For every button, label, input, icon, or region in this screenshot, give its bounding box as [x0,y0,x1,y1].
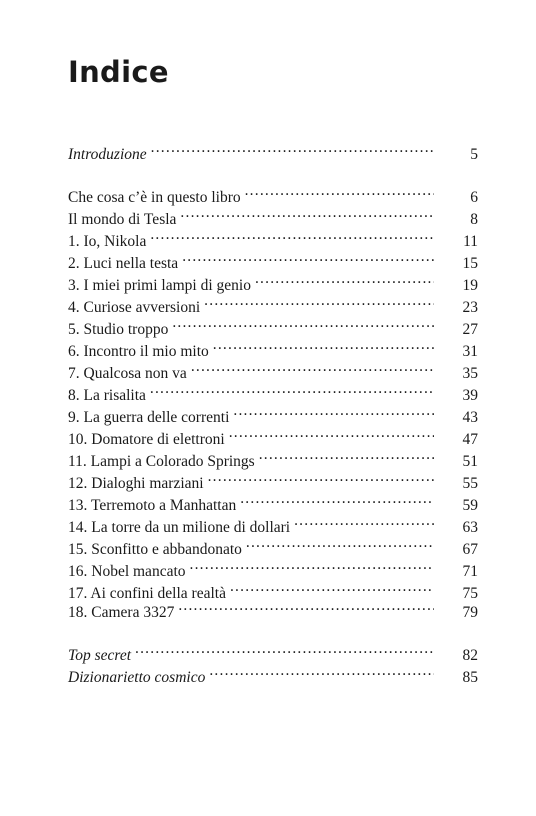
toc-entry-page: 63 [462,519,478,536]
toc-entry [68,444,478,470]
toc-entry-label: 8. La risalita [68,387,146,404]
dot-leader [209,660,434,682]
toc-entry [68,334,478,360]
toc-entry-label: Che cosa c’è in questo libro [68,189,241,206]
toc-entry-label: 3. I miei primi lampi di genio [68,277,251,294]
toc-entry-page: 47 [462,431,478,448]
toc-entry-page: 67 [462,541,478,558]
dot-leader [213,334,434,356]
toc-entry [68,378,478,404]
dot-leader [150,378,434,400]
toc-entry [68,224,478,250]
toc-entry-page: 15 [462,255,478,272]
toc-entry-label: 18. Camera 3327 [68,604,175,621]
toc-entry [68,290,478,316]
toc-entry [68,488,478,514]
toc-entry-label: 6. Incontro il mio mito [68,343,209,360]
toc-entry-page: 82 [462,647,478,664]
toc-entry-label: 1. Io, Nikola [68,233,147,250]
toc-entry-label: 10. Domatore di elettroni [68,431,225,448]
dot-leader [246,532,434,554]
toc-entry-page: 79 [462,604,478,621]
toc-entry-label: 13. Terremoto a Manhattan [68,497,237,514]
toc-entry [68,595,478,621]
dot-leader [245,180,434,202]
toc-entry-label: 12. Dialoghi marziani [68,475,204,492]
toc-entry [68,400,478,426]
toc-entry [68,660,478,686]
dot-leader [190,554,434,576]
toc-entry-page: 35 [462,365,478,382]
dot-leader [255,268,434,290]
toc-entry-label: 17. Ai confini della realtà [68,585,226,602]
dot-leader [178,595,434,617]
toc-entry [68,202,478,228]
dot-leader [259,444,434,466]
dot-leader [172,312,434,334]
toc-entry [68,268,478,294]
toc-entry [68,532,478,558]
toc-entry [68,312,478,338]
toc-entry [68,246,478,272]
toc-entry-label: Introduzione [68,146,147,163]
toc-entry-page: 71 [462,563,478,580]
toc-entry-page: 8 [470,211,478,228]
toc-entry-page: 59 [462,497,478,514]
dot-leader [229,422,434,444]
toc-entry-label: Il mondo di Tesla [68,211,177,228]
dot-leader [208,466,434,488]
dot-leader [204,290,434,312]
toc-entry-label: 14. La torre da un milione di dollari [68,519,291,536]
toc-entry [68,137,478,163]
toc-entry-page: 51 [462,453,478,470]
toc-entry-label: 4. Curiose avversioni [68,299,201,316]
dot-leader [294,510,434,532]
toc-entry-page: 19 [462,277,478,294]
toc-entry-page: 5 [470,146,478,163]
toc-entry-page: 55 [462,475,478,492]
toc-entry-page: 75 [462,585,478,602]
page-title: Indice [68,55,169,89]
toc-entry-page: 31 [462,343,478,360]
toc-entry [68,356,478,382]
toc-entry-label: 5. Studio troppo [68,321,169,338]
toc-entry [68,554,478,580]
toc-entry-page: 85 [462,669,478,686]
dot-leader [233,400,434,422]
dot-leader [135,638,434,660]
toc-entry-label: 16. Nobel mancato [68,563,186,580]
toc-entry-page: 39 [462,387,478,404]
toc-entry-label: 2. Luci nella testa [68,255,179,272]
toc-entry [68,466,478,492]
toc-entry-label: 9. La guerra delle correnti [68,409,230,426]
toc-entry-label: 11. Lampi a Colorado Springs [68,453,255,470]
toc-entry [68,510,478,536]
toc-entry-label: Top secret [68,647,132,664]
dot-leader [182,246,434,268]
toc-entry [68,638,478,664]
dot-leader [191,356,434,378]
toc-entry [68,422,478,448]
toc-entry-page: 27 [462,321,478,338]
toc-entry-page: 6 [470,189,478,206]
dot-leader [150,224,434,246]
dot-leader [151,137,434,159]
toc-entry-page: 23 [462,299,478,316]
toc-entry-page: 43 [462,409,478,426]
toc-entry-label: 15. Sconfitto e abbandonato [68,541,242,558]
toc-entry-label: Dizionarietto cosmico [68,669,206,686]
toc-entry [68,180,478,206]
dot-leader [240,488,434,510]
toc-entry-page: 11 [463,233,478,250]
dot-leader [180,202,434,224]
toc-entry-label: 7. Qualcosa non va [68,365,187,382]
